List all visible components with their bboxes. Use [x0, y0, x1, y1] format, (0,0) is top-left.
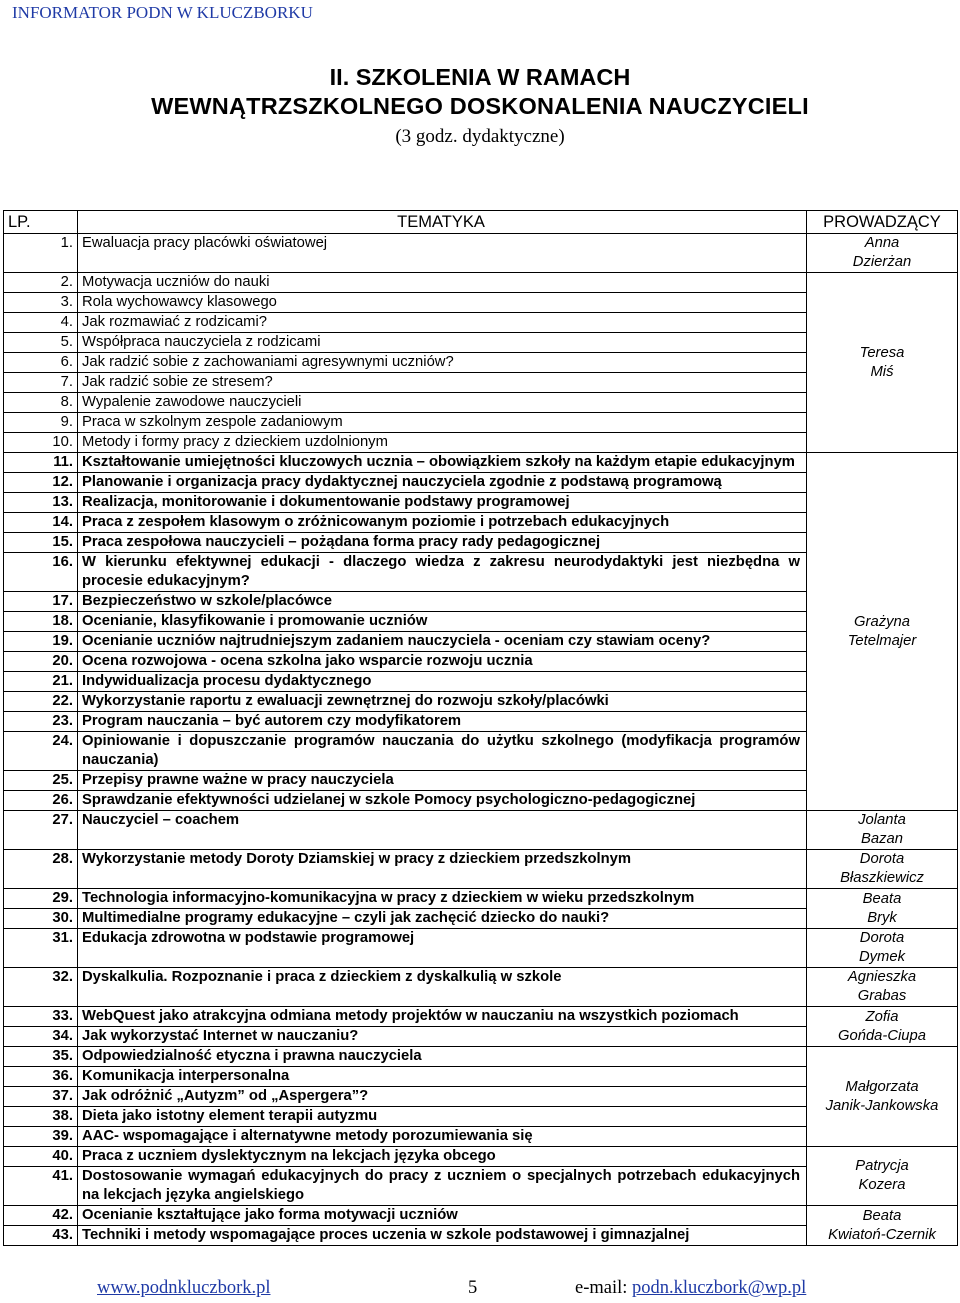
row-topic: Dostosowanie wymagań edukacyjnych do pracy z uczniem o specjalnych potrzebach edukacyjnych na lekcjach języka angielskiego	[78, 1167, 807, 1206]
row-topic: Kształtowanie umiejętności kluczowych ucznia – obowiązkiem szkoły na każdym etapie edukacyjnym	[78, 453, 807, 473]
row-number: 31.	[4, 929, 78, 968]
row-topic: Ocena rozwojowa - ocena szkolna jako wsparcie rozwoju ucznia	[78, 652, 807, 672]
row-number: 6.	[4, 353, 78, 373]
table-row	[4, 1047, 958, 1067]
row-lead	[807, 850, 958, 889]
table-row	[4, 273, 958, 293]
row-topic: Jak rozmawiać z rodzicami?	[78, 313, 807, 333]
row-number: 19.	[4, 632, 78, 652]
row-number: 30.	[4, 909, 78, 929]
row-topic: Opiniowanie i dopuszczanie programów nauczania do użytku szkolnego (modyfikacja programów nauczania)	[78, 732, 807, 771]
row-topic: Jak radzić sobie ze stresem?	[78, 373, 807, 393]
row-number: 20.	[4, 652, 78, 672]
row-lead	[807, 1007, 958, 1047]
table-row	[4, 453, 958, 473]
row-number: 15.	[4, 533, 78, 553]
row-topic: Indywidualizacja procesu dydaktycznego	[78, 672, 807, 692]
row-number: 18.	[4, 612, 78, 632]
footer-site-link[interactable]: www.podnkluczbork.pl	[97, 1278, 271, 1298]
row-topic: Sprawdzanie efektywności udzielanej w szkole Pomocy psychologiczno-pedagogicznej	[78, 791, 807, 811]
row-topic: Przepisy prawne ważne w pracy nauczyciela	[78, 771, 807, 791]
row-number: 17.	[4, 592, 78, 612]
row-topic: Realizacja, monitorowanie i dokumentowanie podstawy programowej	[78, 493, 807, 513]
row-lead	[807, 453, 958, 811]
lead-name-line: Agnieszka	[847, 969, 917, 985]
row-topic: W kierunku efektywnej edukacji - dlaczego wiedza z zakresu neurodydaktyki jest niezbędna w procesie edukacyjnym?	[78, 553, 807, 592]
row-topic: Multimedialne programy edukacyjne – czyli jak zachęcić dziecko do nauki?	[78, 909, 807, 929]
row-topic: Nauczyciel – coachem	[78, 811, 807, 850]
row-topic: Rola wychowawcy klasowego	[78, 293, 807, 313]
row-topic: Praca zespołowa nauczycieli – pożądana forma pracy rady pedagogicznej	[78, 533, 807, 553]
row-topic: Praca z zespołem klasowym o zróżnicowanym poziomie i potrzebach edukacyjnych	[78, 513, 807, 533]
row-number: 28.	[4, 850, 78, 889]
row-number: 4.	[4, 313, 78, 333]
row-topic: Metody i formy pracy z dzieckiem uzdolnionym	[78, 433, 807, 453]
lead-name-line: Teresa	[859, 344, 905, 361]
header-title: INFORMATOR PODN W KLUCZBORKU	[12, 3, 313, 22]
column-lp: LP.	[4, 211, 78, 234]
row-topic: Wykorzystanie metody Doroty Dziamskiej w pracy z dzieckiem przedszkolnym	[78, 850, 807, 889]
row-topic: Ewaluacja pracy placówki oświatowej	[78, 234, 807, 273]
lead-name-line: Zofia	[865, 1008, 899, 1025]
row-number: 37.	[4, 1087, 78, 1107]
row-topic: Praca z uczniem dyslektycznym na lekcjach języka obcego	[78, 1147, 807, 1167]
row-topic: Motywacja uczniów do nauki	[78, 273, 807, 293]
page-number: 5	[468, 1278, 478, 1298]
lead-name-line: Tetelmajer	[847, 632, 917, 649]
row-number: 13.	[4, 493, 78, 513]
email-link[interactable]: podn.kluczbork@wp.pl	[632, 1278, 807, 1298]
row-number: 24.	[4, 732, 78, 771]
row-number: 8.	[4, 393, 78, 413]
row-topic: Jak wykorzystać Internet w nauczaniu?	[78, 1027, 807, 1047]
lead-name-line: Kozera	[858, 1177, 906, 1193]
row-number: 41.	[4, 1167, 78, 1206]
row-number: 25.	[4, 771, 78, 791]
lead-name-line: Dzierżan	[852, 254, 912, 270]
lead-name-line: Małgorzata	[845, 1078, 919, 1095]
table-row	[4, 968, 958, 1007]
lead-name-line: Patrycja	[855, 1158, 909, 1174]
row-number: 42.	[4, 1206, 78, 1226]
row-lead	[807, 968, 958, 1007]
row-number: 21.	[4, 672, 78, 692]
row-topic: Dieta jako istotny element terapii autyzmu	[78, 1107, 807, 1127]
row-lead	[807, 1206, 958, 1246]
table-row	[4, 1206, 958, 1226]
row-topic: Ocenianie kształtujące jako forma motywacji uczniów	[78, 1206, 807, 1226]
column-lead: PROWADZĄCY	[807, 211, 958, 234]
row-lead	[807, 929, 958, 968]
table-row	[4, 889, 958, 909]
subtitle: (3 godz. dydaktyczne)	[395, 126, 565, 147]
row-topic: Wykorzystanie raportu z ewaluacji zewnętrznej do rozwoju szkoły/placówki	[78, 692, 807, 712]
row-topic: Wypalenie zawodowe nauczycieli	[78, 393, 807, 413]
lead-name-line: Jolanta	[858, 812, 906, 828]
lead-name-line: Dorota	[859, 930, 905, 946]
row-topic: Bezpieczeństwo w szkole/placówce	[78, 592, 807, 612]
row-number: 7.	[4, 373, 78, 393]
row-number: 32.	[4, 968, 78, 1007]
row-topic: Jak odróżnić „Autyzm” od „Aspergera”?	[78, 1087, 807, 1107]
lead-name-line: Dorota	[859, 851, 905, 867]
row-topic: Ocenianie uczniów najtrudniejszym zadaniem nauczyciela - oceniam czy stawiam oceny?	[78, 632, 807, 652]
lead-name-line: Bryk	[867, 909, 897, 926]
row-number: 36.	[4, 1067, 78, 1087]
row-number: 10.	[4, 433, 78, 453]
row-topic: Technologia informacyjno-komunikacyjna w pracy z dzieckiem w wieku przedszkolnym	[78, 889, 807, 909]
row-number: 38.	[4, 1107, 78, 1127]
lead-name-line: Błaszkiewicz	[840, 870, 924, 886]
row-number: 22.	[4, 692, 78, 712]
row-topic: Ocenianie, klasyfikowanie i promowanie uczniów	[78, 612, 807, 632]
row-topic: Dyskalkulia. Rozpoznanie i praca z dzieckiem z dyskalkulią w szkole	[78, 968, 807, 1007]
row-topic: Współpraca nauczyciela z rodzicami	[78, 333, 807, 353]
lead-name-line: Beata	[862, 890, 902, 907]
row-number: 14.	[4, 513, 78, 533]
row-number: 26.	[4, 791, 78, 811]
table-row	[4, 1147, 958, 1167]
row-topic: Edukacja zdrowotna w podstawie programowej	[78, 929, 807, 968]
lead-name-line: Grabas	[857, 988, 907, 1004]
row-number: 5.	[4, 333, 78, 353]
row-lead	[807, 811, 958, 850]
lead-name-line: Dymek	[858, 949, 906, 965]
row-lead	[807, 234, 958, 273]
row-topic: WebQuest jako atrakcyjna odmiana metody projektów w nauczaniu na wszystkich poziomach	[78, 1007, 807, 1027]
training-table	[3, 210, 958, 1246]
row-topic: AAC- wspomagające i alternatywne metody porozumiewania się	[78, 1127, 807, 1147]
row-number: 27.	[4, 811, 78, 850]
lead-name-line: Bazan	[861, 831, 903, 847]
row-lead	[807, 273, 958, 453]
table-row	[4, 234, 958, 273]
column-topic: TEMATYKA	[78, 211, 807, 234]
row-number: 1.	[4, 234, 78, 273]
lead-name-line: Kwiatoń-Czernik	[828, 1226, 936, 1243]
row-topic: Praca w szkolnym zespole zadaniowym	[78, 413, 807, 433]
row-number: 34.	[4, 1027, 78, 1047]
row-number: 39.	[4, 1127, 78, 1147]
table-row	[4, 1007, 958, 1027]
lead-name-line: Janik-Jankowska	[825, 1097, 939, 1114]
lead-name-line: Grażyna	[854, 613, 910, 630]
row-number: 43.	[4, 1226, 78, 1246]
email-label: e-mail:	[575, 1278, 633, 1298]
page-title: II. SZKOLENIA W RAMACH	[329, 64, 631, 90]
page-title-line2: WEWNĄTRZSZKOLNEGO DOSKONALENIA NAUCZYCIELI	[151, 93, 809, 119]
row-topic: Techniki i metody wspomagające proces uczenia w szkole podstawowej i gimnazjalnej	[78, 1226, 807, 1246]
table-row	[4, 811, 958, 850]
row-number: 9.	[4, 413, 78, 433]
row-topic: Jak radzić sobie z zachowaniami agresywnymi uczniów?	[78, 353, 807, 373]
lead-name-line: Gońda-Ciupa	[837, 1027, 926, 1044]
table-row	[4, 850, 958, 889]
row-number: 12.	[4, 473, 78, 493]
table-header-row	[4, 211, 958, 234]
table-row	[4, 929, 958, 968]
row-number: 35.	[4, 1047, 78, 1067]
footer-email	[575, 1278, 806, 1299]
row-number: 2.	[4, 273, 78, 293]
row-number: 33.	[4, 1007, 78, 1027]
row-number: 11.	[4, 453, 78, 473]
table-body	[4, 234, 958, 1246]
row-number: 40.	[4, 1147, 78, 1167]
lead-name-line: Anna	[864, 235, 900, 251]
row-lead	[807, 1147, 958, 1206]
lead-name-line: Miś	[870, 363, 894, 380]
row-number: 23.	[4, 712, 78, 732]
row-number: 3.	[4, 293, 78, 313]
row-topic: Komunikacja interpersonalna	[78, 1067, 807, 1087]
row-topic: Odpowiedzialność etyczna i prawna nauczyciela	[78, 1047, 807, 1067]
row-number: 29.	[4, 889, 78, 909]
row-topic: Planowanie i organizacja pracy dydaktycznej nauczyciela zgodnie z podstawą programową	[78, 473, 807, 493]
row-lead	[807, 889, 958, 929]
row-number: 16.	[4, 553, 78, 592]
lead-name-line: Beata	[862, 1207, 902, 1224]
row-topic: Program nauczania – być autorem czy modyfikatorem	[78, 712, 807, 732]
row-lead	[807, 1047, 958, 1147]
